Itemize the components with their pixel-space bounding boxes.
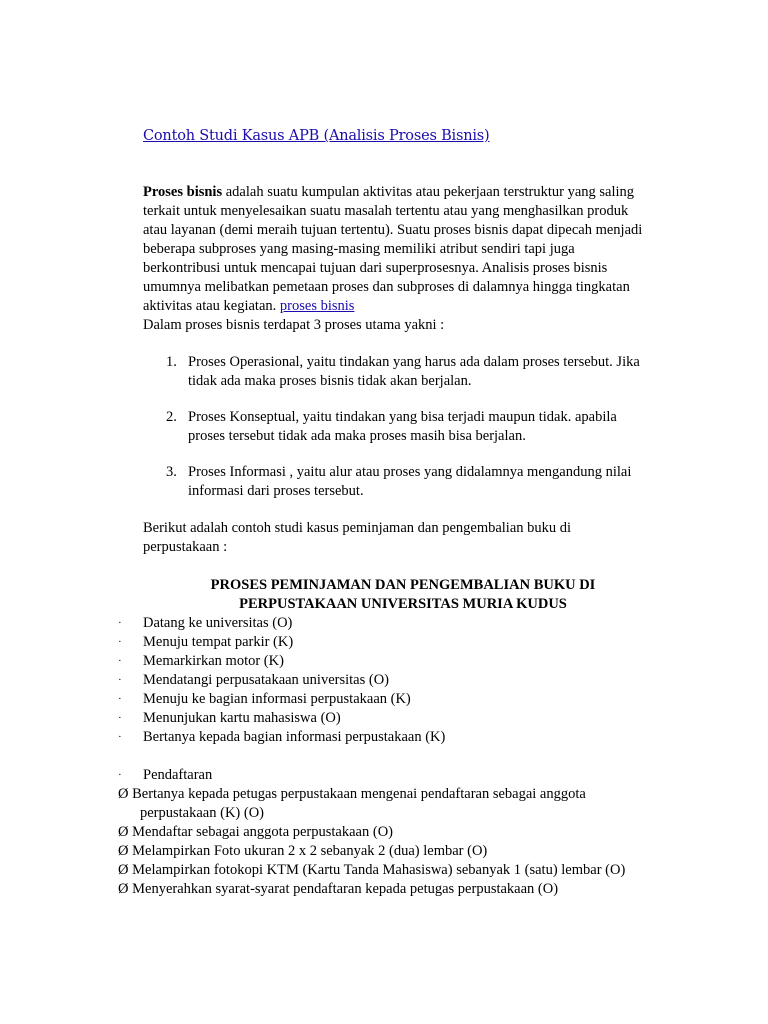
item-line: informasi dari proses tersebut. [188,483,364,499]
intro-bold-term: Proses bisnis [143,184,223,200]
arrow-bullet: Ø [118,843,129,859]
arrow-list-item [118,880,558,899]
list-item-text: Mendatangi perpusatakaan universitas (O) [143,672,390,688]
section-heading [143,576,663,614]
bullet-dot: · [118,769,122,781]
item-number: 2. [166,409,177,425]
intro-line: adalah suatu kumpulan aktivitas atau pekerjaan terstruktur yang saling [222,184,635,200]
item-number: 1. [166,354,177,370]
intro-line: aktivitas atau kegiatan. [143,298,280,314]
numbered-list [143,463,683,501]
item-number: 3. [166,464,177,480]
berikut-line: Berikut adalah contoh studi kasus peminjaman dan pengembalian buku di [143,520,572,536]
intro-paragraph [143,183,663,335]
intro-after-line: Dalam proses bisnis terdapat 3 proses utama yakni : [143,317,445,333]
arrow-list-item [118,842,487,861]
arrow-list-item [118,785,586,823]
intro-line: beberapa subproses yang masing-masing memiliki atribut sendiri tapi juga [143,241,575,257]
item-line: tidak ada maka proses bisnis tidak akan berjalan. [188,373,472,389]
item-line: Proses Informasi , yaitu alur atau proses yang didalamnya mengandung nilai [188,464,632,480]
numbered-item [143,463,683,501]
heading-line: PROSES PEMINJAMAN DAN PENGEMBALIAN BUKU DI [210,577,596,593]
list-item-text: Datang ke universitas (O) [143,615,293,631]
bullet-dot: · [118,636,122,648]
arrow-item-text: Mendaftar sebagai anggota perpustakaan (O) [128,824,393,840]
bullet-dot: · [118,693,122,705]
numbered-list [143,353,683,391]
proses-bisnis-link[interactable]: proses bisnis [279,298,355,314]
arrow-item-text: Bertanya kepada petugas perpustakaan mengenai pendaftaran sebagai anggota [128,786,586,802]
berikut-line: perpustakaan : [143,539,228,555]
numbered-item [143,408,683,446]
list-item-text: Menuju tempat parkir (K) [143,634,294,650]
arrow-list-item [118,823,393,842]
bullet-dot: · [118,674,122,686]
intro-line: umumnya melibatkan pemetaan proses dan subproses di dalamnya hingga tingkatan [143,279,630,295]
list-item-text: Menuju ke bagian informasi perpustakaan (K) [143,691,411,707]
arrow-item-text: Melampirkan Foto ukuran 2 x 2 sebanyak 2 (dua) lembar (O) [128,843,488,859]
intro-line: berkontribusi untuk mencapai tujuan dari superprosesnya. Analisis proses bisnis [143,260,608,276]
intro-line: terkait untuk menyelesaikan suatu masalah tertentu atau yang menghasilkan produk [143,203,629,219]
intro-line: atau layanan (demi meraih tujuan tertentu). Suatu proses bisnis dapat dipecah menjadi [143,222,643,238]
document-title[interactable]: Contoh Studi Kasus APB (Analisis Proses Bisnis) [143,128,490,144]
bullet-dot: · [118,617,122,629]
berikut-paragraph [143,519,663,557]
list-item-text: Memarkirkan motor (K) [143,653,284,669]
item-line: Proses Operasional, yaitu tindakan yang harus ada dalam proses tersebut. Jika [188,354,640,370]
list-item-text: Bertanya kepada bagian informasi perpustakaan (K) [143,729,446,745]
arrow-item-text: Melampirkan fotokopi KTM (Kartu Tanda Mahasiswa) sebanyak 1 (satu) lembar (O) [128,862,626,878]
arrow-bullet: Ø [118,786,129,802]
numbered-list [143,408,683,446]
arrow-bullet: Ø [118,881,129,897]
arrow-item-text: Menyerahkan syarat-syarat pendaftaran kepada petugas perpustakaan (O) [128,881,559,897]
list-item-text: Menunjukan kartu mahasiswa (O) [143,710,341,726]
bullet-dot: · [118,655,122,667]
arrow-item-continuation: perpustakaan (K) (O) [140,805,265,821]
item-line: proses tersebut tidak ada maka proses masih bisa berjalan. [188,428,526,444]
numbered-item [143,353,683,391]
arrow-list-item [118,861,625,880]
list-item-text: Pendaftaran [143,767,213,783]
heading-line: PERPUSTAKAAN UNIVERSITAS MURIA KUDUS [239,596,567,612]
arrow-bullet: Ø [118,824,129,840]
item-line: Proses Konseptual, yaitu tindakan yang bisa terjadi maupun tidak. apabila [188,409,617,425]
bullet-dot: · [118,712,122,724]
bullet-dot: · [118,731,122,743]
arrow-bullet: Ø [118,862,129,878]
